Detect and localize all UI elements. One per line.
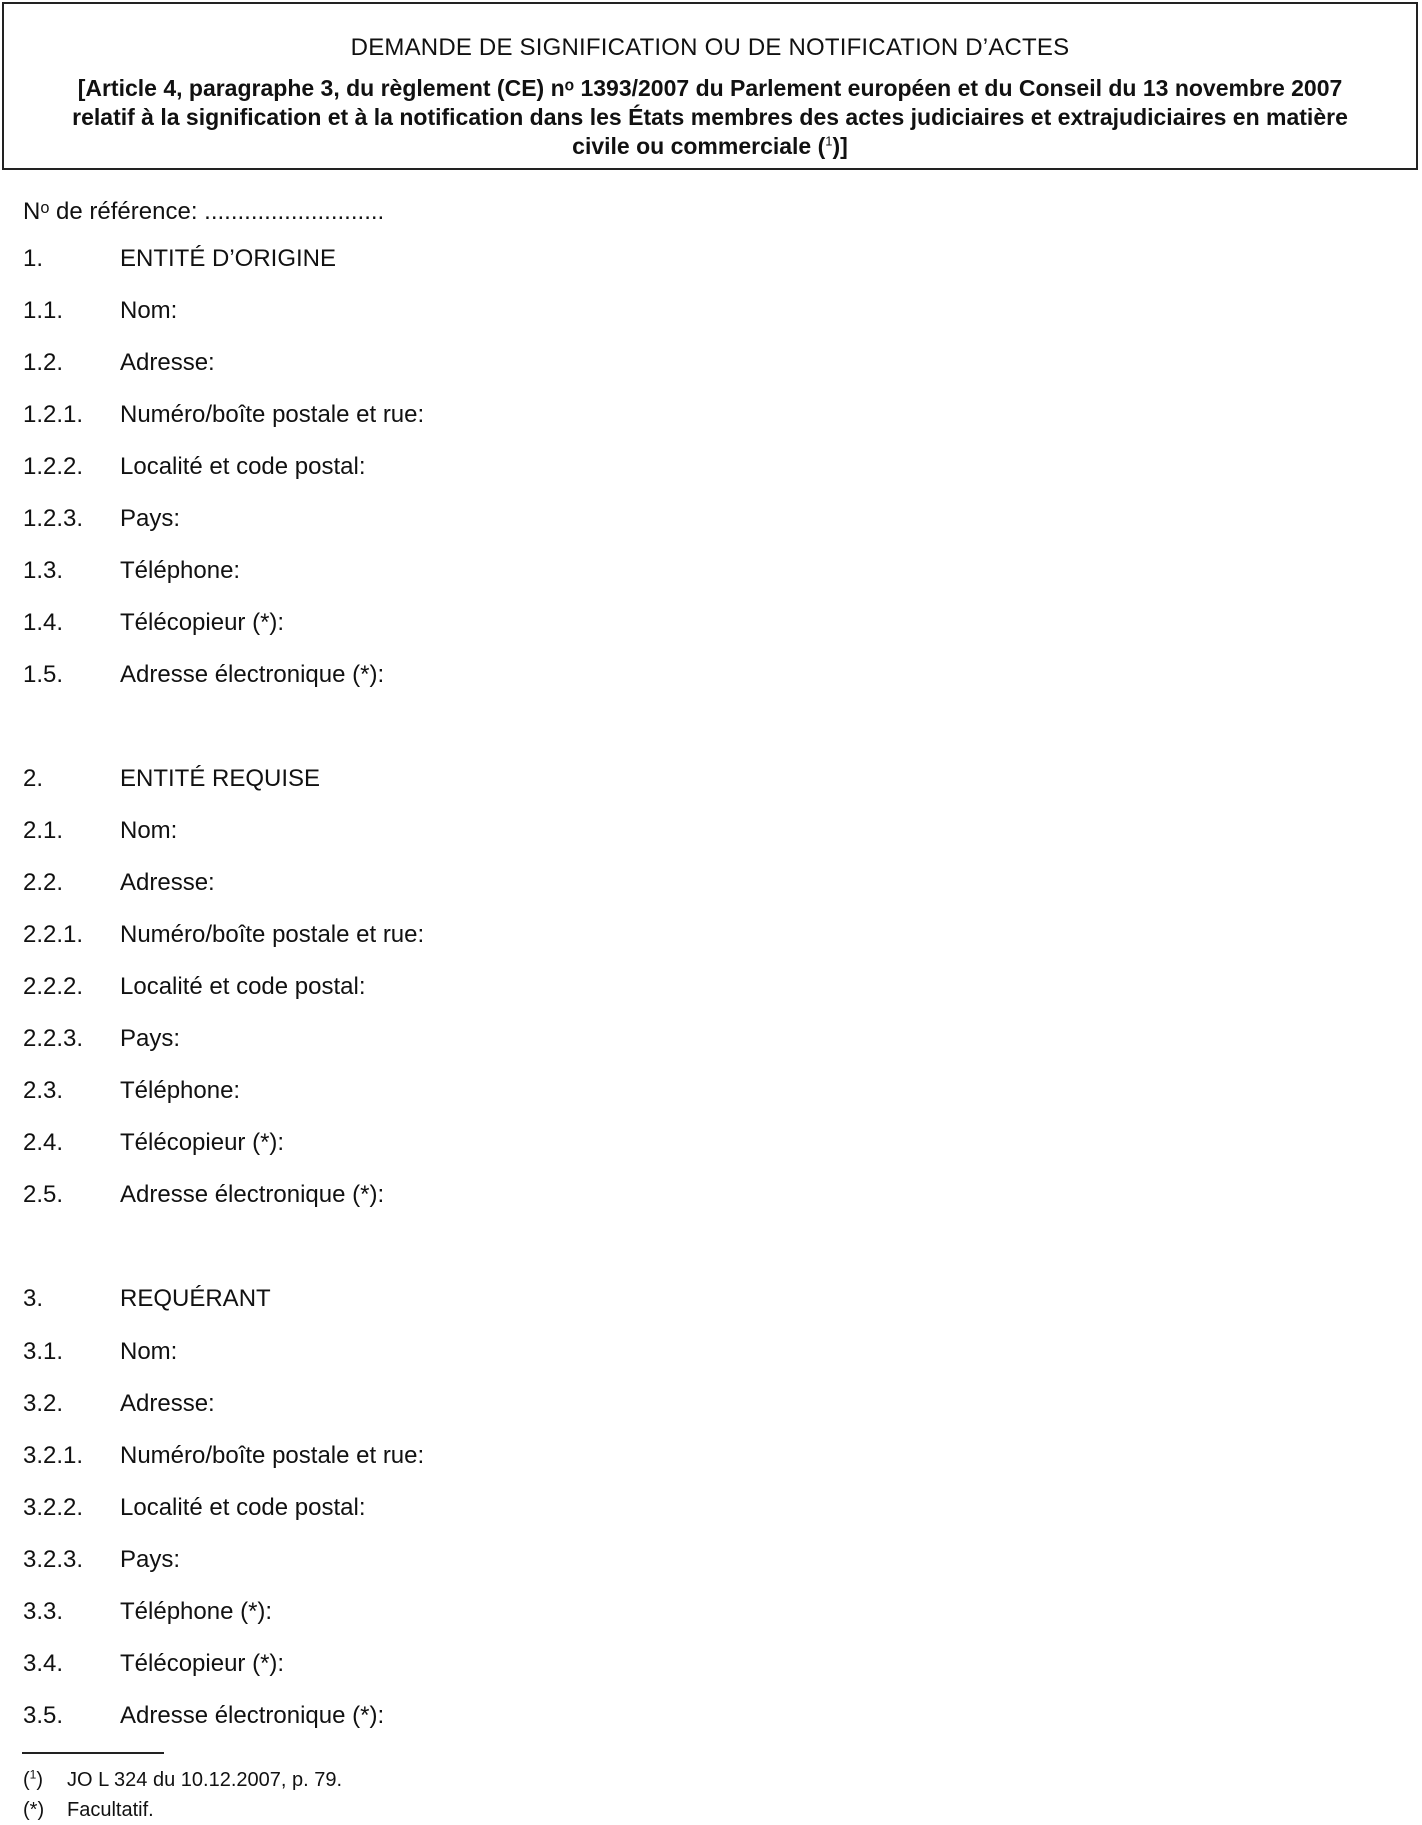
item-label: Télécopieur (*): <box>120 1650 285 1677</box>
item-number: 2.3. <box>23 1077 64 1104</box>
item-number: 2.5. <box>23 1181 64 1208</box>
item-label: Localité et code postal: <box>120 973 366 1000</box>
item-label: Nom: <box>120 297 178 324</box>
item-label: Numéro/boîte postale et rue: <box>120 921 425 948</box>
item-label: Téléphone: <box>120 1077 241 1104</box>
item-number: 3.2. <box>23 1390 64 1417</box>
item-label: Téléphone (*): <box>120 1598 273 1625</box>
item-label: Adresse: <box>120 349 215 376</box>
item-number: 2.4. <box>23 1129 64 1156</box>
footnote-separator <box>22 1752 164 1754</box>
item-label: Téléphone: <box>120 557 241 584</box>
item-number: 1. <box>23 245 44 272</box>
footnote-text: JO L 324 du 10.12.2007, p. 79. <box>67 1769 343 1791</box>
item-number: 1.2.3. <box>23 505 84 532</box>
item-number: 2.2.2. <box>23 973 84 1000</box>
reference-number-line <box>23 198 384 226</box>
footnote-marker <box>23 1798 44 1822</box>
item-number: 3.2.2. <box>23 1494 84 1521</box>
item-label: Télécopieur (*): <box>120 1129 285 1156</box>
reference-number-label: Nᵒ de référence: <box>23 198 198 225</box>
item-label: Télécopieur (*): <box>120 609 285 636</box>
item-number: 3.2.3. <box>23 1546 84 1573</box>
footnote-ref-1[interactable]: 1 <box>825 133 833 149</box>
footnote-marker-open: (*) <box>23 1799 45 1821</box>
form-header-box <box>2 2 1418 170</box>
footnote-marker-open: ( <box>23 1769 30 1791</box>
item-label: Localité et code postal: <box>120 453 366 480</box>
item-number: 3.4. <box>23 1650 64 1677</box>
footnote-marker <box>23 1768 43 1792</box>
item-number: 1.5. <box>23 661 64 688</box>
item-number: 2.2.3. <box>23 1025 84 1052</box>
item-label: Numéro/boîte postale et rue: <box>120 401 425 428</box>
item-label: Pays: <box>120 1546 181 1573</box>
item-number: 3. <box>23 1285 44 1312</box>
item-label: ENTITÉ D’ORIGINE <box>120 245 337 272</box>
item-label: Adresse électronique (*): <box>120 1181 385 1208</box>
item-label: Adresse: <box>120 1390 215 1417</box>
reference-number-field[interactable]: ........................... <box>204 198 385 225</box>
item-label: Nom: <box>120 817 178 844</box>
form-title: DEMANDE DE SIGNIFICATION OU DE NOTIFICATION D’ACTES <box>350 34 1070 61</box>
item-number: 1.2. <box>23 349 64 376</box>
form-legal-basis <box>44 74 1376 161</box>
item-number: 1.2.1. <box>23 401 84 428</box>
item-label: Adresse électronique (*): <box>120 661 385 688</box>
footnote-marker-close: ) <box>36 1769 44 1791</box>
item-number: 2. <box>23 765 44 792</box>
item-label: ENTITÉ REQUISE <box>120 765 321 792</box>
legal-basis-closing: )] <box>832 133 848 159</box>
item-label: Localité et code postal: <box>120 1494 366 1521</box>
item-number: 3.3. <box>23 1598 64 1625</box>
item-label: Adresse: <box>120 869 215 896</box>
item-number: 3.2.1. <box>23 1442 84 1469</box>
item-number: 1.4. <box>23 609 64 636</box>
item-number: 3.1. <box>23 1338 64 1365</box>
item-number: 2.1. <box>23 817 64 844</box>
item-label: REQUÉRANT <box>120 1285 271 1312</box>
footnote-text: Facultatif. <box>67 1799 154 1821</box>
item-number: 2.2. <box>23 869 64 896</box>
item-number: 2.2.1. <box>23 921 84 948</box>
item-number: 1.2.2. <box>23 453 84 480</box>
item-number: 1.1. <box>23 297 64 324</box>
item-label: Pays: <box>120 1025 181 1052</box>
item-label: Adresse électronique (*): <box>120 1702 385 1729</box>
legal-basis-text: [Article 4, paragraphe 3, du règlement (CE) nᵒ 1393/2007 du Parlement européen et du Conseil du 13 novembre 2007 relatif à la signification et à la notification dans les États membres des actes judiciaires et extrajudiciaires en matière civile ou commerciale ( <box>72 75 1348 159</box>
item-label: Pays: <box>120 505 181 532</box>
item-label: Nom: <box>120 1338 178 1365</box>
item-number: 1.3. <box>23 557 64 584</box>
item-label: Numéro/boîte postale et rue: <box>120 1442 425 1469</box>
footnote-marker-number: 1 <box>29 1767 37 1782</box>
item-number: 3.5. <box>23 1702 64 1729</box>
